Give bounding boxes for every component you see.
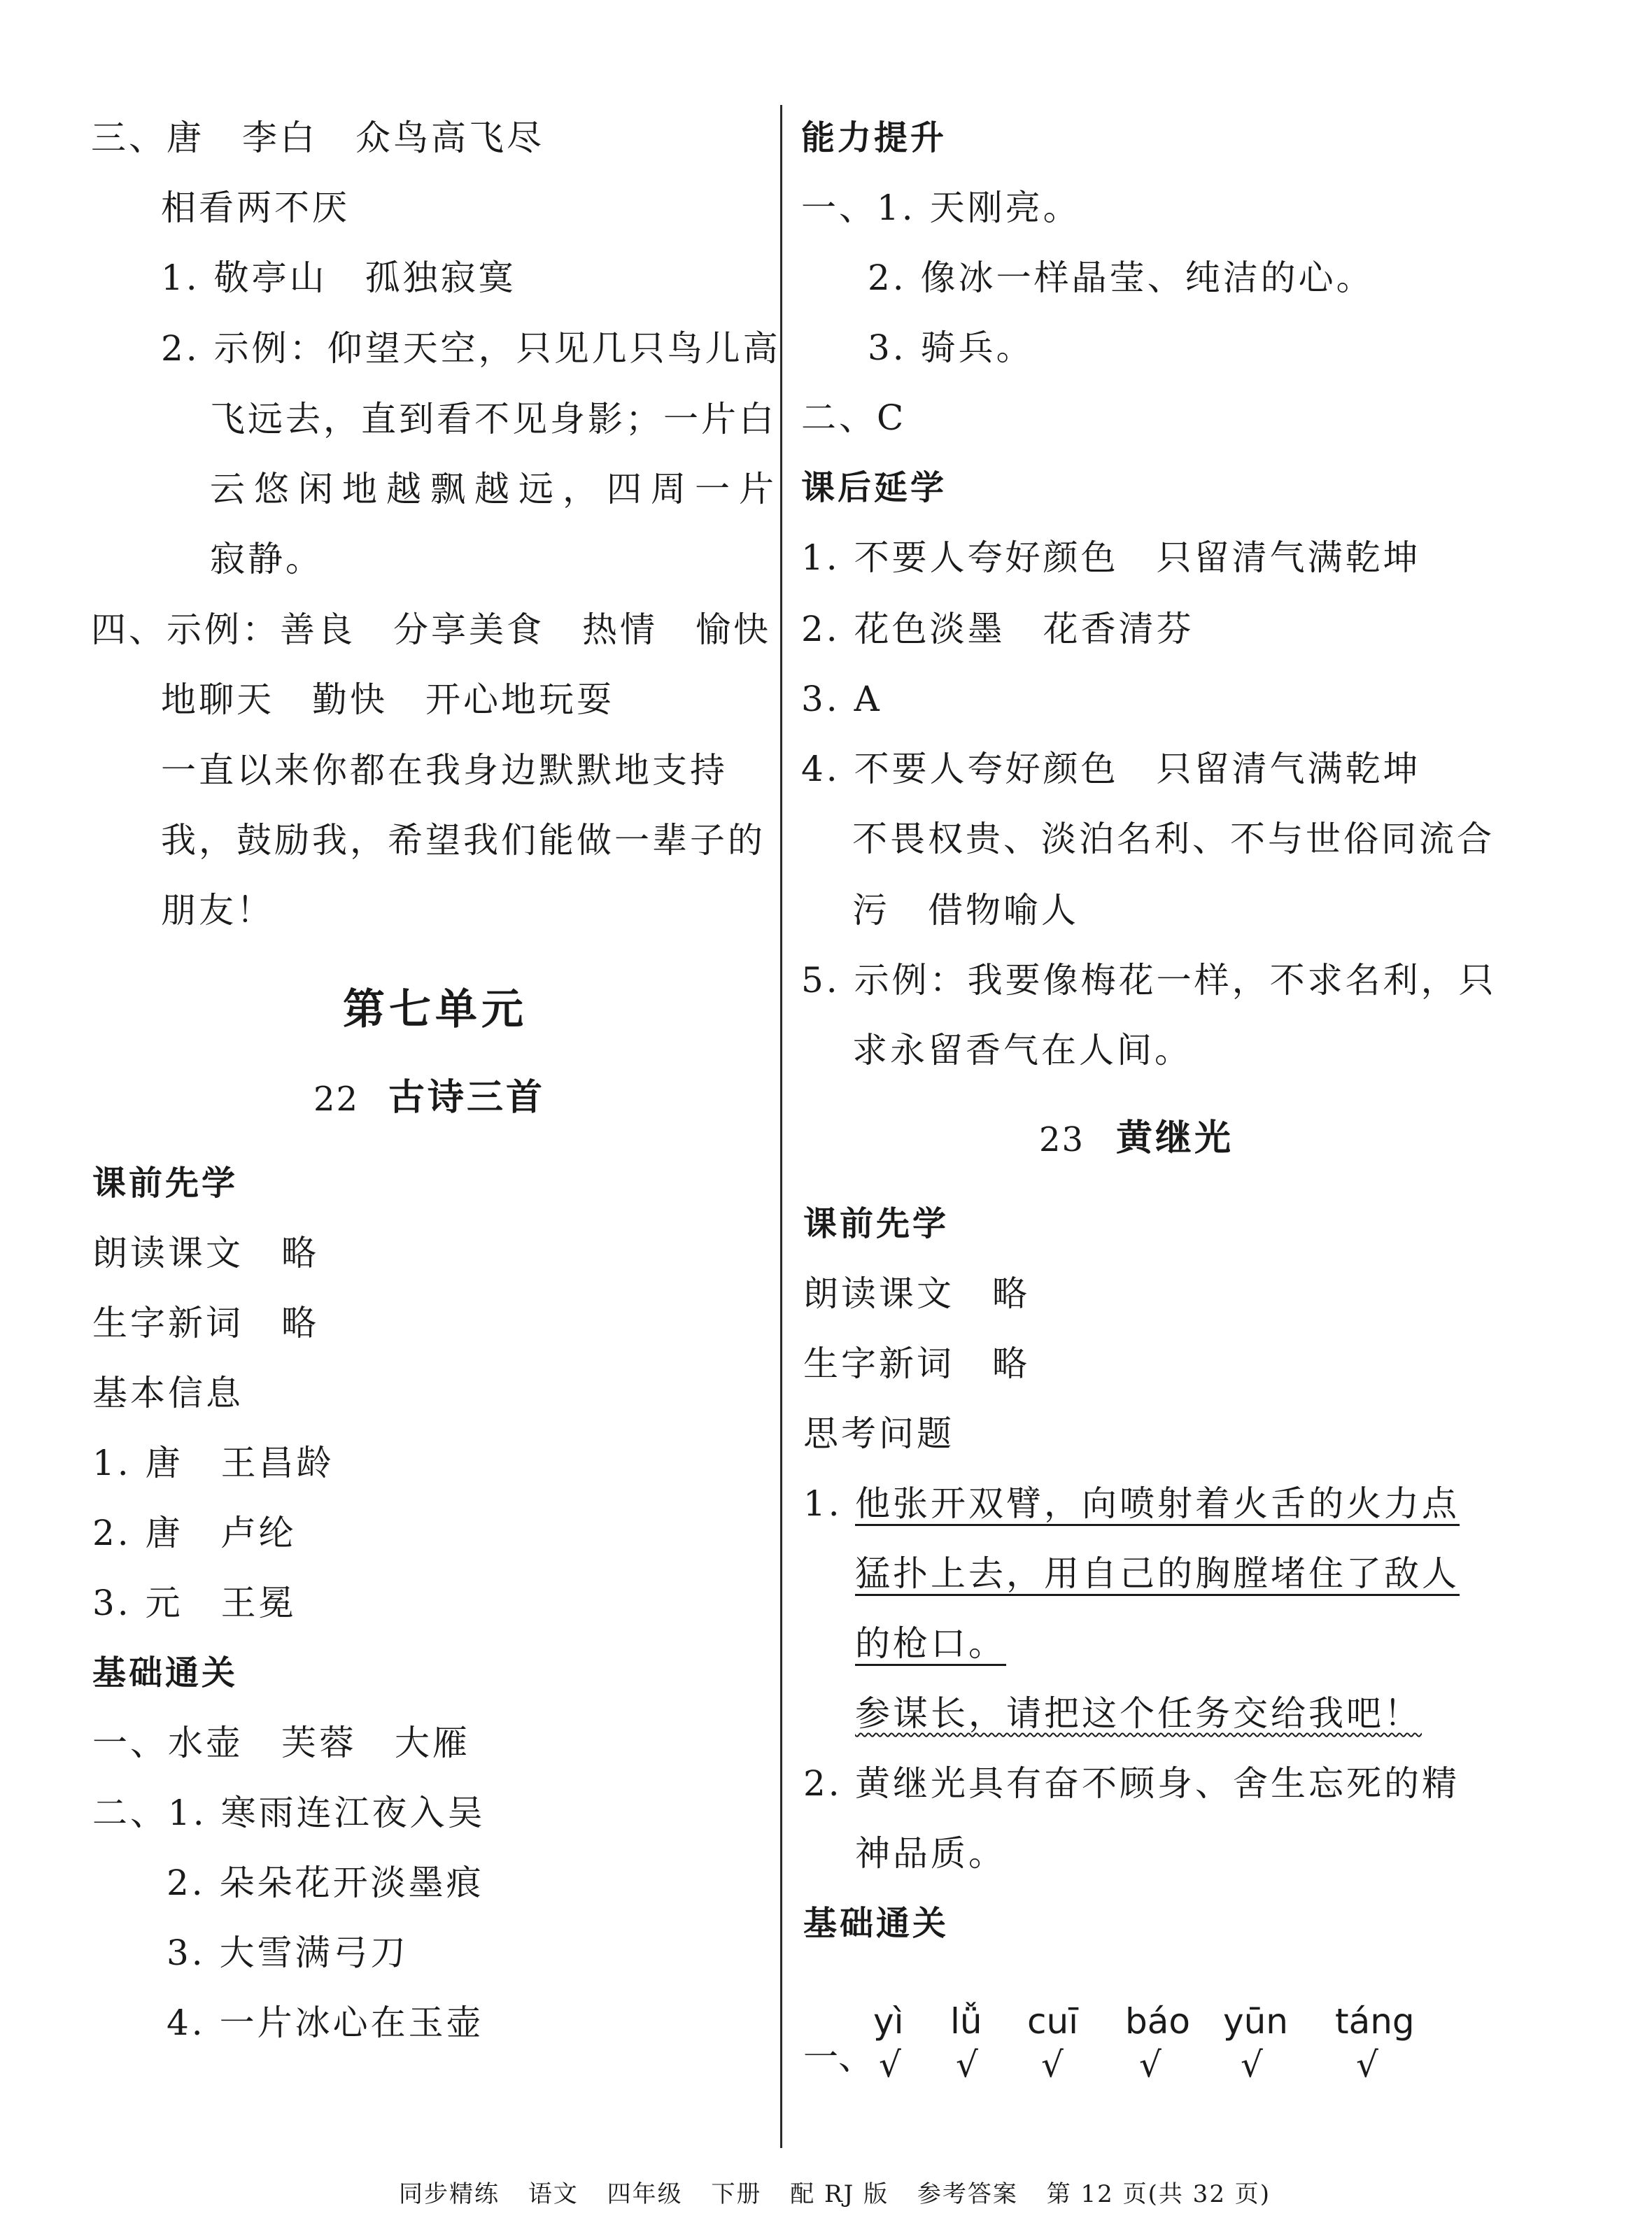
answer-line: 地聊天 勤快 开心地玩耍 (161, 679, 614, 720)
answer-line: 3. 大雪满弓刀 (167, 1933, 409, 1973)
section-heading: 课前先学 (803, 1204, 949, 1243)
answer-line: 生字新词 略 (803, 1343, 1030, 1384)
check-mark-icon: √ (1041, 2044, 1064, 2085)
answer-line: 1. 敬亭山 孤独寂寞 (161, 257, 516, 298)
answer-line: 二、C (801, 397, 907, 438)
pinyin: yūn (1223, 2001, 1288, 2042)
answer-line: 4. 不要人夸好颜色 只留清气满乾坤 (801, 749, 1421, 789)
answer-line (855, 1690, 1422, 1737)
section-heading: 基础通关 (803, 1904, 949, 1943)
answer-line: 3. 骑兵。 (868, 327, 1034, 368)
answer-line: 污 借物喻人 (852, 890, 1079, 931)
answer-line: 2. 像冰一样晶莹、纯洁的心。 (868, 257, 1374, 298)
answer-line: 神品质。 (855, 1833, 1006, 1874)
question-prefix: 一、 (803, 2037, 873, 2077)
section-heading: 基础通关 (92, 1653, 239, 1693)
answer-line: 求永留香气在人间。 (852, 1030, 1192, 1071)
footer-volume: 下册 (711, 2180, 762, 2208)
answer-line: 3. 元 王冕 (92, 1583, 297, 1623)
footer-series: 同步精练 (399, 2180, 500, 2208)
answer-line: 飞远去，直到看不见身影；一片白 (210, 399, 777, 439)
answer-line: 5. 示例：我要像梅花一样，不求名利，只 (801, 960, 1497, 1001)
answer-line (855, 1620, 1006, 1667)
answer-line: 相看两不厌 (161, 188, 350, 228)
answer-line: 2. 示例：仰望天空，只见几只鸟儿高 (161, 328, 781, 369)
pinyin-row (803, 2001, 1475, 2085)
answer-line: 一、水壶 芙蓉 大雁 (92, 1723, 470, 1763)
answer-line: 1. 不要人夸好颜色 只留清气满乾坤 (801, 537, 1421, 578)
answer-line: 生字新词 略 (92, 1303, 319, 1343)
pinyin: cuī (1027, 2001, 1079, 2042)
pinyin: lǚ (950, 2001, 982, 2042)
section-heading: 课前先学 (92, 1164, 239, 1203)
footer-grade: 四年级 (607, 2180, 683, 2208)
answer-line: 四、示例：善良 分享美食 热情 愉快 (91, 609, 771, 650)
check-mark-icon: √ (956, 2044, 978, 2085)
lesson-title: 黄继光 (1116, 1117, 1234, 1159)
section-heading: 能力提升 (801, 118, 947, 157)
check-mark-icon: √ (1139, 2044, 1162, 2085)
answer-line: 二、1. 寒雨连江夜入吴 (92, 1793, 486, 1833)
answer-line: 寂静。 (210, 539, 323, 579)
wavy-underlined-sentence: 参谋长，请把这个任务交给我吧！ (855, 1693, 1422, 1734)
answer-line: 一、1. 天刚亮。 (801, 188, 1081, 228)
answer-line: 2. 朵朵花开淡墨痕 (167, 1863, 484, 1903)
answer-line: 2. 花色淡墨 花香清芬 (801, 609, 1194, 649)
answer-line (855, 1481, 1460, 1527)
footer-section: 参考答案 (917, 2180, 1018, 2208)
answer-line: 4. 一片冰心在玉壶 (167, 2003, 484, 2043)
column-divider (780, 105, 782, 2148)
answer-line: 云悠闲地越飘越远，四周一片 (210, 469, 783, 509)
answer-line: 黄继光具有奋不顾身、舍生忘死的精 (855, 1763, 1460, 1804)
check-mark-icon: √ (1241, 2044, 1263, 2085)
answer-line: 3. A (801, 679, 882, 719)
answer-line: 朗读课文 略 (92, 1233, 319, 1273)
lesson-title: 古诗三首 (388, 1077, 546, 1119)
pinyin: báo (1125, 2001, 1190, 2042)
footer-subject: 语文 (528, 2180, 579, 2208)
answer-line-number: 1. (803, 1483, 842, 1524)
underlined-sentence: 他张开双臂，向喷射着火舌的火力点 (855, 1483, 1460, 1524)
answer-line: 2. 唐 卢纶 (92, 1513, 297, 1553)
answer-line: 朗读课文 略 (803, 1273, 1030, 1314)
pinyin: táng (1335, 2001, 1415, 2042)
section-heading: 课后延学 (801, 468, 947, 507)
answer-line: 1. 唐 王昌龄 (92, 1443, 334, 1483)
answer-line: 朋友！ (161, 890, 274, 931)
lesson-number: 22 (313, 1080, 360, 1119)
answer-line-number: 2. (803, 1763, 842, 1804)
answer-line: 思考问题 (803, 1413, 954, 1454)
check-mark-icon: √ (879, 2044, 901, 2085)
pinyin: yì (873, 2001, 904, 2042)
underlined-sentence: 的枪口。 (855, 1623, 1006, 1664)
answer-line: 不畏权贵、淡泊名利、不与世俗同流合 (852, 819, 1495, 859)
answer-line: 三、唐 李白 众鸟高飞尽 (91, 118, 544, 158)
lesson-number: 23 (1039, 1120, 1085, 1159)
answer-line: 一直以来你都在我身边默默地支持 (161, 750, 728, 791)
answer-line: 基本信息 (92, 1373, 243, 1413)
answer-line: 我，鼓励我，希望我们能做一辈子的 (161, 820, 765, 861)
page-footer (399, 2175, 1290, 2209)
check-mark-icon: √ (1356, 2044, 1378, 2085)
footer-edition: 配 RJ 版 (790, 2180, 889, 2208)
answer-line (855, 1551, 1460, 1597)
footer-page-number: 第 12 页(共 32 页) (1046, 2180, 1271, 2208)
unit-title: 第七单元 (343, 985, 528, 1034)
underlined-sentence: 猛扑上去，用自己的胸膛堵住了敌人 (855, 1553, 1460, 1594)
